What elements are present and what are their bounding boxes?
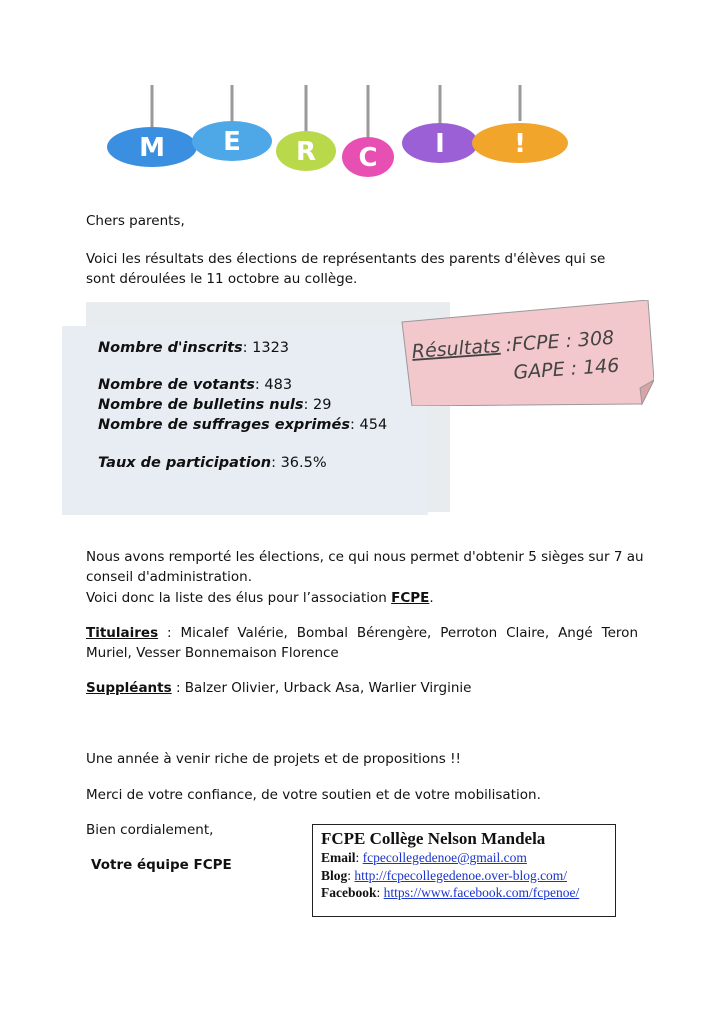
- contact-email-row: Email: fcpecollegedenoe@gmail.com: [321, 850, 527, 865]
- titulaires-paragraph: Titulaires : Micalef Valérie, Bombal Bérengère, Perroton Claire, Angé Teron Muriel, Vesser Bonnemaison Florence: [86, 625, 638, 661]
- contact-facebook-row: Facebook: https://www.facebook.com/fcpenoe/: [321, 885, 580, 900]
- results-heading: Résultats: [411, 334, 501, 363]
- projects-line: Une année à venir riche de projets et de propositions !!: [86, 751, 461, 767]
- merci-letter-2: E: [223, 127, 241, 157]
- merci-letter-4: C: [358, 143, 378, 173]
- results-gape: GAPE : 146: [512, 354, 621, 384]
- stat-inscrits: Nombre d'inscrits: 1323: [98, 340, 290, 356]
- suppleants-label: Suppléants: [86, 680, 172, 696]
- merci-banner-image: [100, 85, 580, 185]
- assoc-name: FCPE: [391, 590, 430, 606]
- signature: Votre équipe FCPE: [91, 857, 232, 873]
- merci-letter-5: I: [435, 129, 445, 159]
- merci-letter-1: M: [139, 133, 165, 163]
- results-fcpe: :FCPE : 308: [504, 326, 615, 357]
- thanks-line: Merci de votre confiance, de votre soutien et de votre mobilisation.: [86, 787, 541, 803]
- stat-votants: Nombre de votants: 483: [98, 377, 293, 393]
- intro-paragraph: Voici les résultats des élections de représentants des parents d'élèves qui se sont déroulées le 11 octobre au collège.: [86, 251, 606, 287]
- contact-box: [312, 824, 616, 917]
- merci-letter-6: !: [514, 129, 526, 159]
- stat-bulletins-nuls: Nombre de bulletins nuls: 29: [98, 397, 332, 413]
- stat-suffrages-exprimes: Nombre de suffrages exprimés: 454: [98, 417, 388, 433]
- results-note: [396, 300, 654, 406]
- email-link[interactable]: fcpecollegedenoe@gmail.com: [362, 850, 527, 865]
- stat-taux-participation: Taux de participation: 36.5%: [98, 455, 327, 471]
- titulaires-label: Titulaires: [86, 625, 159, 641]
- suppleants-paragraph: Suppléants : Balzer Olivier, Urback Asa, Warlier Virginie: [86, 680, 472, 696]
- blog-link[interactable]: http://fcpecollegedenoe.over-blog.com/: [354, 867, 568, 883]
- merci-letter-3: R: [295, 137, 317, 167]
- facebook-link[interactable]: https://www.facebook.com/fcpenoe/: [383, 885, 580, 900]
- greeting: Chers parents,: [86, 213, 185, 229]
- stats-list: [98, 338, 387, 473]
- closing-line: Bien cordialement,: [86, 822, 214, 838]
- contact-blog-row: Blog: http://fcpecollegedenoe.over-blog.com/: [321, 867, 568, 883]
- won-paragraph: Nous avons remporté les élections, ce qui nous permet d'obtenir 5 sièges sur 7 au conseil d'administration.: [86, 549, 644, 585]
- elected-intro: Voici donc la liste des élus pour l’association FCPE.: [86, 590, 434, 606]
- contact-title: FCPE Collège Nelson Mandela: [321, 829, 546, 848]
